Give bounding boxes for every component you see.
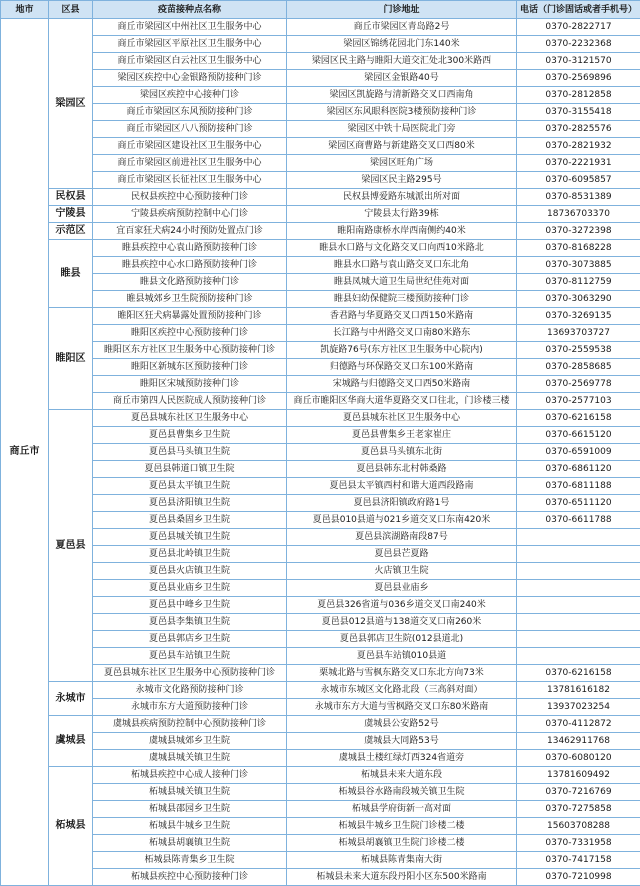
table-row bbox=[1, 189, 640, 206]
phone-cell: 0370-2559538 bbox=[517, 342, 640, 359]
table-row bbox=[1, 835, 640, 852]
phone-cell: 0370-2577103 bbox=[517, 393, 640, 410]
phone-cell: 0370-7275858 bbox=[517, 801, 640, 818]
address-cell: 宋城路与归德路交叉口西50米路南 bbox=[287, 376, 517, 393]
table-row bbox=[1, 444, 640, 461]
phone-cell: 0370-6511120 bbox=[517, 495, 640, 512]
table-row bbox=[1, 512, 640, 529]
phone-cell: 0370-2858685 bbox=[517, 359, 640, 376]
site-name-cell: 柘城县城关镇卫生院 bbox=[93, 784, 287, 801]
district-cell: 梁园区 bbox=[49, 19, 93, 189]
header-address: 门诊地址 bbox=[287, 1, 517, 19]
phone-cell: 0370-4112872 bbox=[517, 716, 640, 733]
site-name-cell: 夏邑县车站镇卫生院 bbox=[93, 648, 287, 665]
address-cell: 香君路与华夏路交叉口西150米路南 bbox=[287, 308, 517, 325]
site-name-cell: 夏邑县曹集乡卫生院 bbox=[93, 427, 287, 444]
phone-cell: 13781609492 bbox=[517, 767, 640, 784]
table-row bbox=[1, 546, 640, 563]
site-name-cell: 永城市东方大道预防接种门诊 bbox=[93, 699, 287, 716]
phone-cell: 0370-6861120 bbox=[517, 461, 640, 478]
site-name-cell: 睢阳区新城东区预防接种门诊 bbox=[93, 359, 287, 376]
address-cell: 柘城县陈青集南大街 bbox=[287, 852, 517, 869]
table-row bbox=[1, 325, 640, 342]
district-cell: 睢阳区 bbox=[49, 308, 93, 410]
table-row bbox=[1, 308, 640, 325]
district-cell: 虞城县 bbox=[49, 716, 93, 767]
site-name-cell: 柘城县疾控中心成人接种门诊 bbox=[93, 767, 287, 784]
address-cell: 归德路与环保路交叉口东100米路南 bbox=[287, 359, 517, 376]
phone-cell: 0370-6080120 bbox=[517, 750, 640, 767]
site-name-cell: 商丘市梁园区前进社区卫生服务中心 bbox=[93, 155, 287, 172]
table-row bbox=[1, 869, 640, 886]
table-row bbox=[1, 257, 640, 274]
header-site-name: 疫苗接种点名称 bbox=[93, 1, 287, 19]
address-cell: 柘城县谷水路南段城关镇卫生院 bbox=[287, 784, 517, 801]
phone-cell: 0370-6611788 bbox=[517, 512, 640, 529]
phone-cell: 0370-6095857 bbox=[517, 172, 640, 189]
address-cell: 柘城县学府街新一高对面 bbox=[287, 801, 517, 818]
address-cell: 商丘市梁园区青岛路2号 bbox=[287, 19, 517, 36]
site-name-cell: 夏邑县城东社区卫生服务中心预防接种门诊 bbox=[93, 665, 287, 682]
site-name-cell: 睢县文化路预防接种门诊 bbox=[93, 274, 287, 291]
table-row bbox=[1, 631, 640, 648]
address-cell: 睢县妇幼保健院三楼预防接种门诊 bbox=[287, 291, 517, 308]
table-row bbox=[1, 240, 640, 257]
table-row bbox=[1, 699, 640, 716]
phone-cell: 0370-8112759 bbox=[517, 274, 640, 291]
phone-cell: 0370-2221931 bbox=[517, 155, 640, 172]
site-name-cell: 虞城县城郊乡卫生院 bbox=[93, 733, 287, 750]
phone-cell bbox=[517, 580, 640, 597]
table-row bbox=[1, 852, 640, 869]
table-row bbox=[1, 274, 640, 291]
address-cell: 睢县凤城大道卫生局世纪佳苑对面 bbox=[287, 274, 517, 291]
phone-cell: 0370-7331958 bbox=[517, 835, 640, 852]
district-cell: 宁陵县 bbox=[49, 206, 93, 223]
phone-cell: 0370-3073885 bbox=[517, 257, 640, 274]
site-name-cell: 夏邑县马头镇卫生院 bbox=[93, 444, 287, 461]
table-row bbox=[1, 87, 640, 104]
site-name-cell: 商丘市第四人民医院成人预防接种门诊 bbox=[93, 393, 287, 410]
table-row bbox=[1, 461, 640, 478]
table-row bbox=[1, 648, 640, 665]
table-row bbox=[1, 223, 640, 240]
table-row bbox=[1, 206, 640, 223]
table-row bbox=[1, 750, 640, 767]
phone-cell bbox=[517, 614, 640, 631]
district-cell: 民权县 bbox=[49, 189, 93, 206]
table-row bbox=[1, 121, 640, 138]
phone-cell bbox=[517, 546, 640, 563]
address-cell: 梁园区凯旋路与清新路交叉口西南角 bbox=[287, 87, 517, 104]
table-row bbox=[1, 614, 640, 631]
city-cell: 商丘市 bbox=[1, 19, 49, 886]
address-cell: 夏邑县芒夏路 bbox=[287, 546, 517, 563]
address-cell: 夏邑县韩东北村韩桑路 bbox=[287, 461, 517, 478]
address-cell: 夏邑县太平镇西村和谐大道西段路南 bbox=[287, 478, 517, 495]
address-cell: 睢县水口路与文化路交叉口向西10米路北 bbox=[287, 240, 517, 257]
header-district: 区县 bbox=[49, 1, 93, 19]
address-cell: 柘城县未来大道东段丹阳小区东500米路南 bbox=[287, 869, 517, 886]
address-cell: 夏邑县马头镇东北街 bbox=[287, 444, 517, 461]
address-cell: 夏邑县车站镇010县道 bbox=[287, 648, 517, 665]
table-row bbox=[1, 291, 640, 308]
phone-cell: 0370-3269135 bbox=[517, 308, 640, 325]
address-cell: 虞城县土楼红绿灯西324省道旁 bbox=[287, 750, 517, 767]
address-cell: 夏邑县010县道与021乡道交叉口东南420米 bbox=[287, 512, 517, 529]
table-row bbox=[1, 70, 640, 87]
address-cell: 梁园区旺角广场 bbox=[287, 155, 517, 172]
table-row bbox=[1, 53, 640, 70]
table-row bbox=[1, 478, 640, 495]
district-cell: 永城市 bbox=[49, 682, 93, 716]
phone-cell: 0370-6216158 bbox=[517, 665, 640, 682]
site-name-cell: 梁园区疾控中心接种门诊 bbox=[93, 87, 287, 104]
phone-cell: 0370-2825576 bbox=[517, 121, 640, 138]
address-cell: 梁园区东风眼科医院3楼预防接种门诊 bbox=[287, 104, 517, 121]
table-row bbox=[1, 36, 640, 53]
site-name-cell: 夏邑县中峰乡卫生院 bbox=[93, 597, 287, 614]
table-row bbox=[1, 495, 640, 512]
site-name-cell: 夏邑县城东社区卫生服务中心 bbox=[93, 410, 287, 427]
site-name-cell: 虞城县城关镇卫生院 bbox=[93, 750, 287, 767]
table-row bbox=[1, 138, 640, 155]
district-cell: 柘城县 bbox=[49, 767, 93, 886]
site-name-cell: 柘城县邵园乡卫生院 bbox=[93, 801, 287, 818]
site-name-cell: 柘城县疾控中心预防接种门诊 bbox=[93, 869, 287, 886]
site-name-cell: 夏邑县业庙乡卫生院 bbox=[93, 580, 287, 597]
table-row bbox=[1, 393, 640, 410]
site-name-cell: 商丘市梁园区八八预防接种门诊 bbox=[93, 121, 287, 138]
site-name-cell: 睢阳区狂犬病暴露处置预防接种门诊 bbox=[93, 308, 287, 325]
site-name-cell: 永城市文化路预防接种门诊 bbox=[93, 682, 287, 699]
table-row bbox=[1, 682, 640, 699]
address-cell: 虞城县大同路53号 bbox=[287, 733, 517, 750]
address-cell: 梁园区金银路40号 bbox=[287, 70, 517, 87]
site-name-cell: 睢县疾控中心袁山路预防接种门诊 bbox=[93, 240, 287, 257]
address-cell: 商丘市睢阳区华商大道华夏路交叉口往北，门诊楼三楼 bbox=[287, 393, 517, 410]
site-name-cell: 柘城县陈青集乡卫生院 bbox=[93, 852, 287, 869]
phone-cell: 0370-8531389 bbox=[517, 189, 640, 206]
phone-cell: 0370-3121570 bbox=[517, 53, 640, 70]
phone-cell: 0370-7210998 bbox=[517, 869, 640, 886]
address-cell: 睢县水口路与袁山路交叉口东北角 bbox=[287, 257, 517, 274]
phone-cell: 13462911768 bbox=[517, 733, 640, 750]
site-name-cell: 睢阳区疾控中心预防接种门诊 bbox=[93, 325, 287, 342]
table-row bbox=[1, 733, 640, 750]
phone-cell: 0370-8168228 bbox=[517, 240, 640, 257]
site-name-cell: 民权县疾控中心预防接种门诊 bbox=[93, 189, 287, 206]
table-row bbox=[1, 359, 640, 376]
address-cell: 夏邑县业庙乡 bbox=[287, 580, 517, 597]
address-cell: 柘城县牛城乡卫生院门诊楼二楼 bbox=[287, 818, 517, 835]
site-name-cell: 宜百家狂犬病24小时预防处置点门诊 bbox=[93, 223, 287, 240]
phone-cell: 0370-7417158 bbox=[517, 852, 640, 869]
address-cell: 夏邑县郭店卫生院(012县道北) bbox=[287, 631, 517, 648]
site-name-cell: 睢阳区东方社区卫生服务中心预防接种门诊 bbox=[93, 342, 287, 359]
phone-cell bbox=[517, 529, 640, 546]
phone-cell: 18736703370 bbox=[517, 206, 640, 223]
address-cell: 夏邑县曹集乡王老家崔庄 bbox=[287, 427, 517, 444]
phone-cell: 0370-3063290 bbox=[517, 291, 640, 308]
table-row bbox=[1, 410, 640, 427]
address-cell: 夏邑县滨湖路南段87号 bbox=[287, 529, 517, 546]
site-name-cell: 夏邑县济阳镇卫生院 bbox=[93, 495, 287, 512]
header-city: 地市 bbox=[1, 1, 49, 19]
site-name-cell: 商丘市梁园区东风预防接种门诊 bbox=[93, 104, 287, 121]
site-name-cell: 商丘市梁园区中州社区卫生服务中心 bbox=[93, 19, 287, 36]
address-cell: 梁园区商曹路与新建路交叉口西80米 bbox=[287, 138, 517, 155]
address-cell: 柘城县胡襄镇卫生院门诊楼二楼 bbox=[287, 835, 517, 852]
address-cell: 睢阳南路康桥水岸西南侧约40米 bbox=[287, 223, 517, 240]
table-row bbox=[1, 104, 640, 121]
phone-cell: 0370-2232368 bbox=[517, 36, 640, 53]
district-cell: 示范区 bbox=[49, 223, 93, 240]
phone-cell: 0370-7216769 bbox=[517, 784, 640, 801]
address-cell: 夏邑县济阳镇政府路1号 bbox=[287, 495, 517, 512]
table-row bbox=[1, 818, 640, 835]
address-cell: 柘城县未来大道东段 bbox=[287, 767, 517, 784]
phone-cell: 0370-3272398 bbox=[517, 223, 640, 240]
header-phone: 电话（门诊固话或者手机号） bbox=[517, 1, 640, 19]
site-name-cell: 虞城县疾病预防控制中心预防接种门诊 bbox=[93, 716, 287, 733]
phone-cell bbox=[517, 648, 640, 665]
table-row bbox=[1, 427, 640, 444]
address-cell: 宁陵县太行路39栋 bbox=[287, 206, 517, 223]
address-cell: 梁园区中铁十局医院北门旁 bbox=[287, 121, 517, 138]
table-row bbox=[1, 665, 640, 682]
phone-cell: 0370-6615120 bbox=[517, 427, 640, 444]
address-cell: 永城市东城区文化路北段（三高斜对面） bbox=[287, 682, 517, 699]
table-row bbox=[1, 376, 640, 393]
address-cell: 夏邑县012县道与138道交叉口南260米 bbox=[287, 614, 517, 631]
site-name-cell: 柘城县胡襄镇卫生院 bbox=[93, 835, 287, 852]
site-name-cell: 睢阳区宋城预防接种门诊 bbox=[93, 376, 287, 393]
phone-cell: 0370-3155418 bbox=[517, 104, 640, 121]
phone-cell: 13937023254 bbox=[517, 699, 640, 716]
district-cell: 睢县 bbox=[49, 240, 93, 308]
site-name-cell: 夏邑县北岭镇卫生院 bbox=[93, 546, 287, 563]
phone-cell: 0370-2822717 bbox=[517, 19, 640, 36]
table-row bbox=[1, 19, 640, 36]
phone-cell bbox=[517, 563, 640, 580]
table-body bbox=[1, 19, 640, 886]
address-cell: 凯旋路76号(东方社区卫生服务中心院内) bbox=[287, 342, 517, 359]
phone-cell bbox=[517, 597, 640, 614]
table-row bbox=[1, 172, 640, 189]
phone-cell: 13781616182 bbox=[517, 682, 640, 699]
table-row bbox=[1, 155, 640, 172]
site-name-cell: 夏邑县城关镇卫生院 bbox=[93, 529, 287, 546]
table-row bbox=[1, 767, 640, 784]
site-name-cell: 睢县疾控中心水口路预防接种门诊 bbox=[93, 257, 287, 274]
address-cell: 虞城县公安路52号 bbox=[287, 716, 517, 733]
phone-cell: 15603708288 bbox=[517, 818, 640, 835]
table-row bbox=[1, 342, 640, 359]
phone-cell: 0370-2569778 bbox=[517, 376, 640, 393]
site-name-cell: 夏邑县桑固乡卫生院 bbox=[93, 512, 287, 529]
site-name-cell: 柘城县牛城乡卫生院 bbox=[93, 818, 287, 835]
address-cell: 火店镇卫生院 bbox=[287, 563, 517, 580]
site-name-cell: 睢县城郊乡卫生院预防接种门诊 bbox=[93, 291, 287, 308]
address-cell: 长江路与中州路交叉口南80米路东 bbox=[287, 325, 517, 342]
address-cell: 栗城北路与雪枫东路交叉口东北方向73米 bbox=[287, 665, 517, 682]
phone-cell: 13693703727 bbox=[517, 325, 640, 342]
phone-cell: 0370-2821932 bbox=[517, 138, 640, 155]
site-name-cell: 宁陵县疾病预防控制中心门诊 bbox=[93, 206, 287, 223]
site-name-cell: 商丘市梁园区白云社区卫生服务中心 bbox=[93, 53, 287, 70]
phone-cell: 0370-6591009 bbox=[517, 444, 640, 461]
site-name-cell: 夏邑县郭店乡卫生院 bbox=[93, 631, 287, 648]
site-name-cell: 夏邑县李集镇卫生院 bbox=[93, 614, 287, 631]
phone-cell: 0370-6811188 bbox=[517, 478, 640, 495]
address-cell: 梁园区民主路295号 bbox=[287, 172, 517, 189]
table-row bbox=[1, 801, 640, 818]
table-row bbox=[1, 563, 640, 580]
phone-cell: 0370-2569896 bbox=[517, 70, 640, 87]
site-name-cell: 夏邑县火店镇卫生院 bbox=[93, 563, 287, 580]
table-row bbox=[1, 597, 640, 614]
address-cell: 夏邑县326省道与036乡道交叉口南240米 bbox=[287, 597, 517, 614]
phone-cell: 0370-6216158 bbox=[517, 410, 640, 427]
site-name-cell: 梁园区疾控中心金银路预防接种门诊 bbox=[93, 70, 287, 87]
table-row bbox=[1, 716, 640, 733]
table-row bbox=[1, 580, 640, 597]
address-cell: 民权县博爱路东城派出所对面 bbox=[287, 189, 517, 206]
address-cell: 梁园区民主路与睢阳大道交汇处北300米路西 bbox=[287, 53, 517, 70]
site-name-cell: 商丘市梁园区平原社区卫生服务中心 bbox=[93, 36, 287, 53]
table-row bbox=[1, 784, 640, 801]
site-name-cell: 商丘市梁园区长征社区卫生服务中心 bbox=[93, 172, 287, 189]
phone-cell: 0370-2812858 bbox=[517, 87, 640, 104]
site-name-cell: 商丘市梁园区建设社区卫生服务中心 bbox=[93, 138, 287, 155]
district-cell: 夏邑县 bbox=[49, 410, 93, 682]
table-row bbox=[1, 529, 640, 546]
address-cell: 梁园区锦绣花园北门东140米 bbox=[287, 36, 517, 53]
site-name-cell: 夏邑县太平镇卫生院 bbox=[93, 478, 287, 495]
table-header-row bbox=[1, 1, 640, 19]
site-name-cell: 夏邑县韩道口镇卫生院 bbox=[93, 461, 287, 478]
address-cell: 永城市东方大道与雪枫路交叉口东80米路南 bbox=[287, 699, 517, 716]
address-cell: 夏邑县城东社区卫生服务中心 bbox=[287, 410, 517, 427]
phone-cell bbox=[517, 631, 640, 648]
